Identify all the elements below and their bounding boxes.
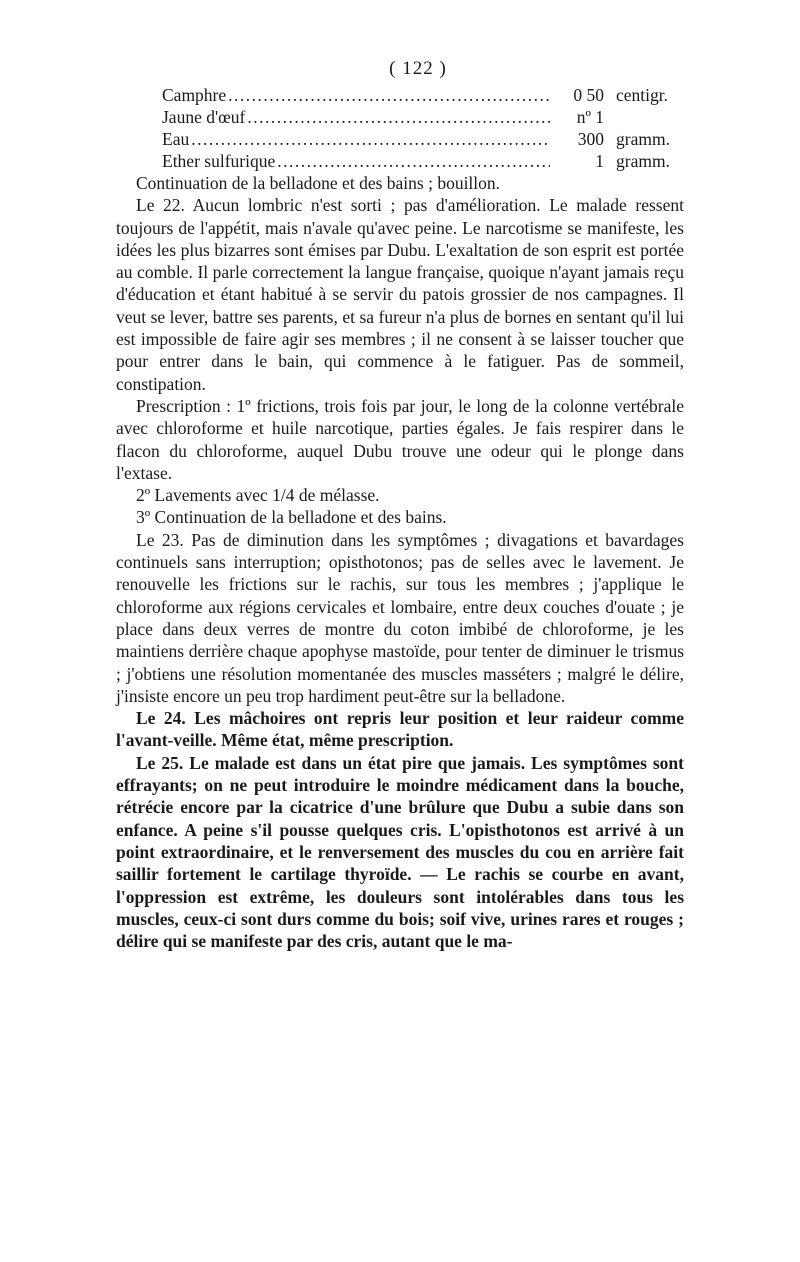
ingredient-unit: centigr.	[616, 85, 668, 105]
prescription-row	[162, 84, 684, 106]
ingredient-quantity: 300	[577, 129, 604, 149]
ingredient-name: Eau	[162, 129, 190, 149]
leader-dots	[228, 84, 550, 106]
prescription-list	[162, 84, 684, 172]
page-number: ( 122 )	[389, 58, 447, 79]
paragraph: Le 23. Pas de diminution dans les symptômes ; divagations et bavardages continuels sans interruption; opisthotonos; pas de selles avec le lavement. Je renouvelle les frictions sur le rachis, sur tous les membres ; j'applique le chloroforme aux régions cervicales et lombaire, entre deux couches d'ouate ; je place dans deux verres de montre du coton imbibé de chloroforme, je les maintiens derrière chaque apophyse mastoïde, pour tenter de diminuer le trismus ; j'obtiens une résolution momentanée des muscles masséters ; malgré le délire, j'insiste encore un peu trop hardiment peut-être sur la belladone.	[116, 529, 684, 706]
paragraph: Le 24. Les mâchoires ont repris leur position et leur raideur comme l'avant-veille. Même état, même prescription.	[116, 708, 684, 751]
paragraph: Prescription : 1º frictions, trois fois par jour, le long de la colonne vertébrale avec chloroforme et huile narcotique, parties égales. Je fais respirer dans le flacon du chloroforme, auquel Dubu trouve une odeur qui le plonge dans l'extase.	[116, 395, 684, 483]
paragraph: 3º Continuation de la belladone et des bains.	[136, 507, 447, 528]
ingredient-quantity: 0 50	[573, 85, 604, 105]
ingredient-quantity: 1	[595, 151, 604, 171]
prescription-row	[162, 128, 684, 150]
ingredient-unit: gramm.	[616, 151, 670, 171]
leader-dots	[191, 128, 550, 150]
leader-dots	[247, 106, 550, 128]
paragraph: Continuation de la belladone et des bains ; bouillon.	[136, 173, 501, 193]
ingredient-name: Jaune d'œuf	[162, 107, 246, 127]
prescription-row	[162, 150, 684, 172]
prescription-row	[162, 106, 684, 128]
ingredient-quantity: nº 1	[576, 107, 604, 127]
ingredient-unit: gramm.	[616, 129, 670, 149]
body-text	[116, 172, 684, 952]
ingredient-name: Ether sulfurique	[162, 151, 276, 171]
paragraph: Le 25. Le malade est dans un état pire que jamais. Les symptômes sont effrayants; on ne peut introduire le moindre médicament dans la bouche, rétrécie encore par la cicatrice d'une brûlure que Dubu a subie dans son enfance. A peine s'il pousse quelques cris. L'opisthotonos est arrivé à un point extraordinaire, et le renversement des muscles du cou en arrière fait saillir fortement le cartilage thyroïde. — Le rachis se courbe en avant, l'oppression est extrême, les douleurs sont intolérables dans tous les muscles, ceux-ci sont durs comme du bois; soif vive, urines rares et rouges ; délire qui se manifeste par des cris, autant que le ma-	[116, 752, 684, 952]
paragraph: Le 22. Aucun lombric n'est sorti ; pas d'amélioration. Le malade ressent toujours de l'appétit, mais n'avale qu'avec peine. Le narcotisme se manifeste, les idées les plus bizarres sont émises par Dubu. L'exaltation de son esprit est portée au comble. Il parle correctement la langue française, quoique n'ayant jamais reçu d'éducation et étant habitué à se servir du patois grossier de nos campagnes. Il veut se lever, battre ses parents, et sa fureur n'a plus de bornes en sentant qu'il lui est impossible de faire agir ses membres ; il ne consent à se laisser toucher que pour entrer dans le bain, qui commence à le fatiguer. Pas de sommeil, constipation.	[116, 195, 684, 394]
ingredient-name: Camphre	[162, 85, 227, 105]
leader-dots	[277, 150, 550, 172]
paragraph: 2º Lavements avec 1/4 de mélasse.	[136, 485, 380, 506]
document-page	[116, 58, 684, 952]
